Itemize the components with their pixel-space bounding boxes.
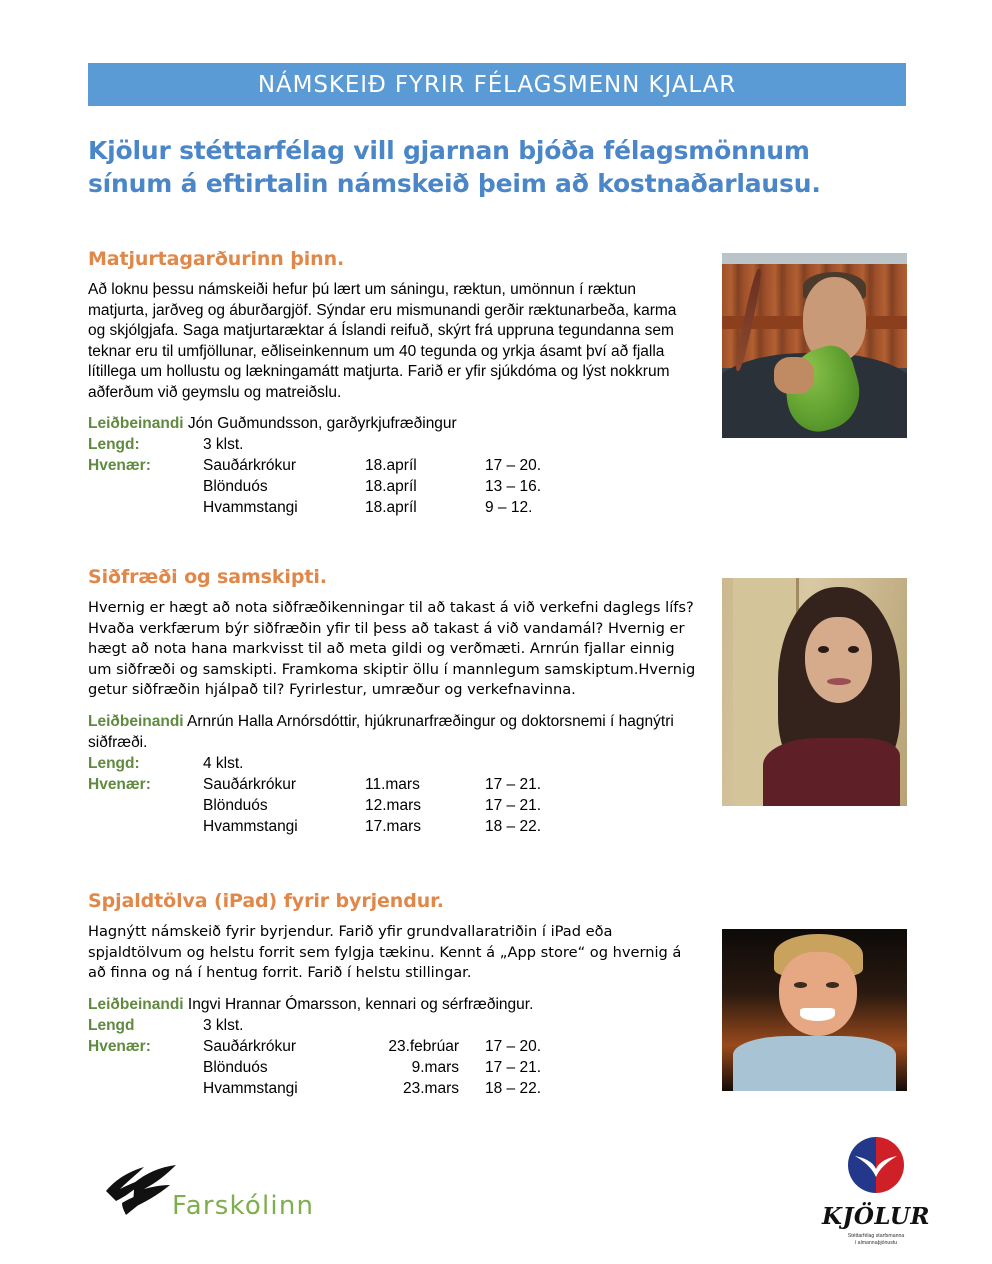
schedule-time: 18 – 22. (485, 817, 542, 835)
instructor-label: Leiðbeinandi (88, 415, 184, 432)
length-label: Lengd: (88, 436, 140, 453)
when-label: Hvenær: (88, 775, 151, 793)
course-section-2 (88, 566, 708, 837)
schedule-place: Blönduós (203, 1058, 268, 1076)
schedule-date: 23.mars (403, 1079, 459, 1097)
schedule-place: Blönduós (203, 478, 268, 495)
schedule-gutter (88, 816, 203, 837)
instructor-name: Jón Guðmundsson, garðyrkjufræðingur (187, 415, 457, 432)
course-section-3 (88, 890, 708, 1099)
farskolinn-wordmark: Farskólinn (172, 1191, 315, 1221)
when-label: Hvenær: (88, 1037, 151, 1055)
schedule-place: Sauðárkrókur (203, 1037, 297, 1055)
instructor-label: Leiðbeinandi (88, 712, 184, 730)
length-row (88, 1015, 708, 1036)
schedule-place: Hvammstangi (203, 499, 298, 516)
length-value: 4 klst. (203, 754, 244, 772)
farskolinn-logo (96, 1163, 336, 1243)
kjolur-tagline (806, 1233, 946, 1247)
course-heading: Matjurtagarðurinn þinn. (88, 248, 345, 270)
schedule-row (88, 497, 708, 518)
length-label: Lengd: (88, 754, 140, 772)
length-row (88, 753, 708, 774)
schedule-table (88, 455, 708, 518)
length-value: 3 klst. (203, 436, 244, 453)
instructor-photo-gardener (722, 253, 907, 438)
instructor-photo-blond-man (722, 929, 907, 1091)
instructor-line (88, 994, 708, 1015)
schedule-time: 9 – 12. (485, 499, 533, 516)
schedule-gutter (88, 1057, 203, 1078)
instructor-name: Ingvi Hrannar Ómarsson, kennari og sérfræðingur. (187, 995, 534, 1013)
schedule-time: 13 – 16. (485, 478, 542, 495)
kjolur-tagline-line2: í almannaþjónustu (854, 1240, 898, 1246)
when-label: Hvenær: (88, 457, 151, 474)
schedule-place: Hvammstangi (203, 1079, 298, 1097)
schedule-row (88, 774, 708, 795)
schedule-row (88, 455, 708, 476)
schedule-date: 23.febrúar (388, 1037, 459, 1055)
course-heading: Siðfræði og samskipti. (88, 566, 327, 588)
schedule-row (88, 1036, 708, 1057)
schedule-row (88, 816, 708, 837)
schedule-date: 11.mars (365, 775, 420, 793)
schedule-date: 18.apríl (365, 478, 417, 495)
schedule-table (88, 774, 708, 837)
length-label: Lengd (88, 1016, 135, 1034)
schedule-time: 17 – 20. (485, 1037, 542, 1055)
schedule-gutter (88, 795, 203, 816)
intro-paragraph: Kjölur stéttarfélag vill gjarnan bjóða félagsmönnum sínum á eftirtalin námskeið þeim að kostnaðarlausu. (88, 136, 821, 198)
schedule-table (88, 1036, 708, 1099)
schedule-date: 18.apríl (365, 457, 417, 474)
course-description: Hvernig er hægt að nota siðfræðikenningar til að takast á við verkefni daglegs lífs? Hvaða verkfærum býr siðfræðin yfir til þess að takast á við vandamál? Hvernig er hægt að nota hana markvisst til að meta gildi og verðmæti. Arnrún fjallar einnig um siðfræði og samskipti. Framkoma skiptir öllu í mannlegum samskiptum.Hvernig getur siðfræðin hjálpað til? Fyrirlestur, umræður og verkefnavinna. (88, 599, 696, 698)
instructor-label: Leiðbeinandi (88, 995, 184, 1013)
schedule-place: Sauðárkrókur (203, 457, 297, 474)
instructor-line (88, 413, 708, 434)
schedule-gutter (88, 476, 203, 497)
schedule-place: Hvammstangi (203, 817, 298, 835)
bird-book-mark-icon (104, 1163, 178, 1221)
length-value: 3 klst. (203, 1016, 244, 1034)
schedule-place: Sauðárkrókur (203, 775, 297, 793)
instructor-photo-woman (722, 578, 907, 806)
schedule-time: 18 – 22. (485, 1079, 542, 1097)
schedule-time: 17 – 20. (485, 457, 542, 474)
course-description: Að loknu þessu námskeiði hefur þú lært um sáningu, ræktun, umönnun í ræktun matjurta, jarðveg og áburðargjöf. Sýndar eru mismunandi gerðir ræktunarbeða, karma og skjólgjafa. Saga matjurtaræktar á Íslandi reifuð, skýrt frá uppruna tegundanna sem teknar eru til umfjöllunar, eðliseinkennum um 40 tegunda og yrkja ásamt því að fjalla lítillega um hollustu og lækningamátt matjurta. Farið er yfir sjúkdóma og lýst nokkrum aðferðum við geymslu og matreiðslu. (88, 281, 677, 401)
instructor-name: Arnrún Halla Arnórsdóttir, hjúkrunarfræðingur og doktorsnemi í hagnýtri siðfræði. (88, 712, 674, 751)
schedule-date: 9.mars (411, 1058, 459, 1076)
banner-title: NÁMSKEIÐ FYRIR FÉLAGSMENN KJALAR (257, 71, 737, 98)
schedule-row (88, 1057, 708, 1078)
page-banner (88, 63, 906, 106)
schedule-gutter (88, 497, 203, 518)
schedule-row (88, 1078, 708, 1099)
schedule-place: Blönduós (203, 796, 268, 814)
schedule-gutter (88, 1078, 203, 1099)
instructor-line (88, 711, 708, 753)
kjolur-tagline-line1: Stéttarfélag starfsmanna (847, 1233, 905, 1239)
length-row (88, 434, 708, 455)
kjolur-wordmark: KJÖLUR (822, 1203, 930, 1230)
schedule-date: 18.apríl (365, 499, 417, 516)
course-description: Hagnýtt námskeið fyrir byrjendur. Farið yfir grundvallaratriðin í iPad eða spjaldtölvum og helstu forrit sem fylgja tækinu. Kennt á „App store“ og hvernig á að finna og ná í hentug forrit. Farið í helstu stillingar. (88, 923, 682, 981)
course-section-1 (88, 248, 708, 518)
schedule-row (88, 476, 708, 497)
kjolur-emblem-icon (847, 1136, 905, 1194)
kjolur-logo (806, 1136, 946, 1246)
schedule-date: 17.mars (365, 817, 421, 835)
schedule-time: 17 – 21. (485, 796, 542, 814)
schedule-date: 12.mars (365, 796, 421, 814)
course-heading: Spjaldtölva (iPad) fyrir byrjendur. (88, 890, 444, 912)
schedule-time: 17 – 21. (485, 1058, 542, 1076)
schedule-row (88, 795, 708, 816)
schedule-time: 17 – 21. (485, 775, 542, 793)
